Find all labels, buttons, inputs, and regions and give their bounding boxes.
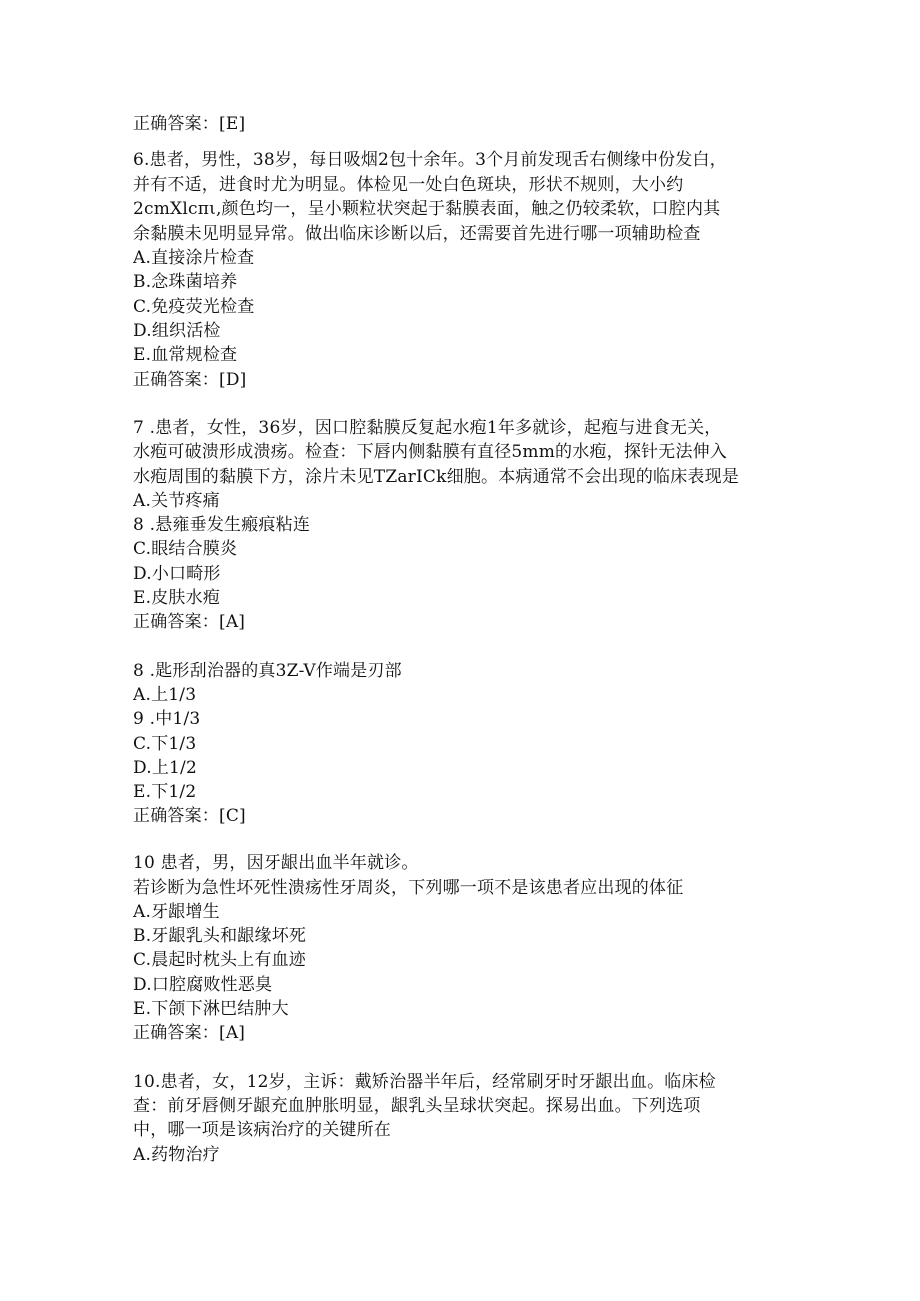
question-8-option-b: 9 .中1/3 bbox=[133, 709, 201, 729]
question-7-option-a: A.关节疼痛 bbox=[133, 491, 220, 511]
question-6-stem-line-2: 并有不适，进食时尤为明显。体检见一处白色斑块，形状不规则，大小约 bbox=[133, 175, 684, 195]
question-7-stem-line-2: 水疱可破溃形成溃疡。检查：下唇内侧黏膜有直径5mm的水疱，探针无法伸入 bbox=[133, 442, 728, 462]
question-10a-option-d: D.口腔腐败性恶臭 bbox=[133, 975, 273, 995]
question-7-option-d: D.小口畸形 bbox=[133, 564, 221, 584]
question-6-option-a: A.直接涂片检查 bbox=[133, 248, 255, 268]
question-10b-stem-line-1: 10.患者，女，12岁，主诉：戴矫治器半年后，经常刷牙时牙龈出血。临床检 bbox=[133, 1072, 716, 1092]
question-10b-option-a: A.药物治疗 bbox=[133, 1145, 220, 1165]
question-7-option-c: C.眼结合膜炎 bbox=[133, 539, 238, 559]
question-6-stem-line-1: 6.患者，男性，38岁，每日吸烟2包十余年。3个月前发现舌右侧缘中份发白， bbox=[133, 150, 727, 170]
question-7-option-b: 8 .悬雍垂发生瘢痕粘连 bbox=[133, 515, 311, 535]
question-7-stem-line-1: 7 .患者，女性，36岁，因口腔黏膜反复起水疱1年多就诊，起疱与进食无关， bbox=[133, 418, 722, 438]
question-10a-option-e: E.下颌下淋巴结肿大 bbox=[133, 999, 289, 1019]
question-8-answer: 正确答案：[C] bbox=[133, 806, 246, 826]
question-10a-option-a: A.牙龈增生 bbox=[133, 902, 220, 922]
question-10a-stem-line-1: 10 患者，男，因牙龈出血半年就诊。 bbox=[133, 853, 419, 873]
question-10a-option-b: B.牙龈乳头和龈缘坏死 bbox=[133, 926, 307, 946]
question-10b-stem-line-3: 中，哪一项是该病治疗的关键所在 bbox=[133, 1120, 391, 1140]
answer-line: 正确答案：[E] bbox=[133, 114, 246, 134]
question-7-stem-line-3: 水疱周围的黏膜下方，涂片未见TZarICk细胞。本病通常不会出现的临床表现是 bbox=[133, 467, 740, 487]
question-10a-option-c: C.晨起时枕头上有血迹 bbox=[133, 950, 307, 970]
question-6-answer: 正确答案：[D] bbox=[133, 370, 247, 390]
question-8-option-c: C.下1/3 bbox=[133, 734, 197, 754]
question-7-answer: 正确答案：[A] bbox=[133, 612, 246, 632]
question-6-option-e: E.血常规检查 bbox=[133, 345, 238, 365]
question-6-stem-line-3: 2cmXlcπι,颜色均一，呈小颗粒状突起于黏膜表面，触之仍较柔软，口腔内其 bbox=[133, 199, 721, 219]
question-6-stem-line-4: 余黏膜未见明显异常。做出临床诊断以后，还需要首先进行哪一项辅助检查 bbox=[133, 224, 701, 244]
question-8-option-e: E.下1/2 bbox=[133, 782, 197, 802]
question-10b-stem-line-2: 查：前牙唇侧牙龈充血肿胀明显，龈乳头呈球状突起。探易出血。下列选项 bbox=[133, 1096, 701, 1116]
question-6-option-c: C.免疫荧光检查 bbox=[133, 297, 255, 317]
question-8-option-a: A.上1/3 bbox=[133, 685, 197, 705]
question-10a-stem-line-2: 若诊断为急性坏死性溃疡性牙周炎，下列哪一项不是该患者应出现的体征 bbox=[133, 878, 684, 898]
question-10a-answer: 正确答案：[A] bbox=[133, 1023, 246, 1043]
question-7-option-e: E.皮肤水疱 bbox=[133, 588, 221, 608]
question-8-option-d: D.上1/2 bbox=[133, 758, 197, 778]
question-6-option-b: B.念珠菌培养 bbox=[133, 272, 238, 292]
question-8-stem: 8 .匙形刮治器的真3Z-V作端是刃部 bbox=[133, 661, 402, 681]
question-6-option-d: D.组织活检 bbox=[133, 321, 221, 341]
